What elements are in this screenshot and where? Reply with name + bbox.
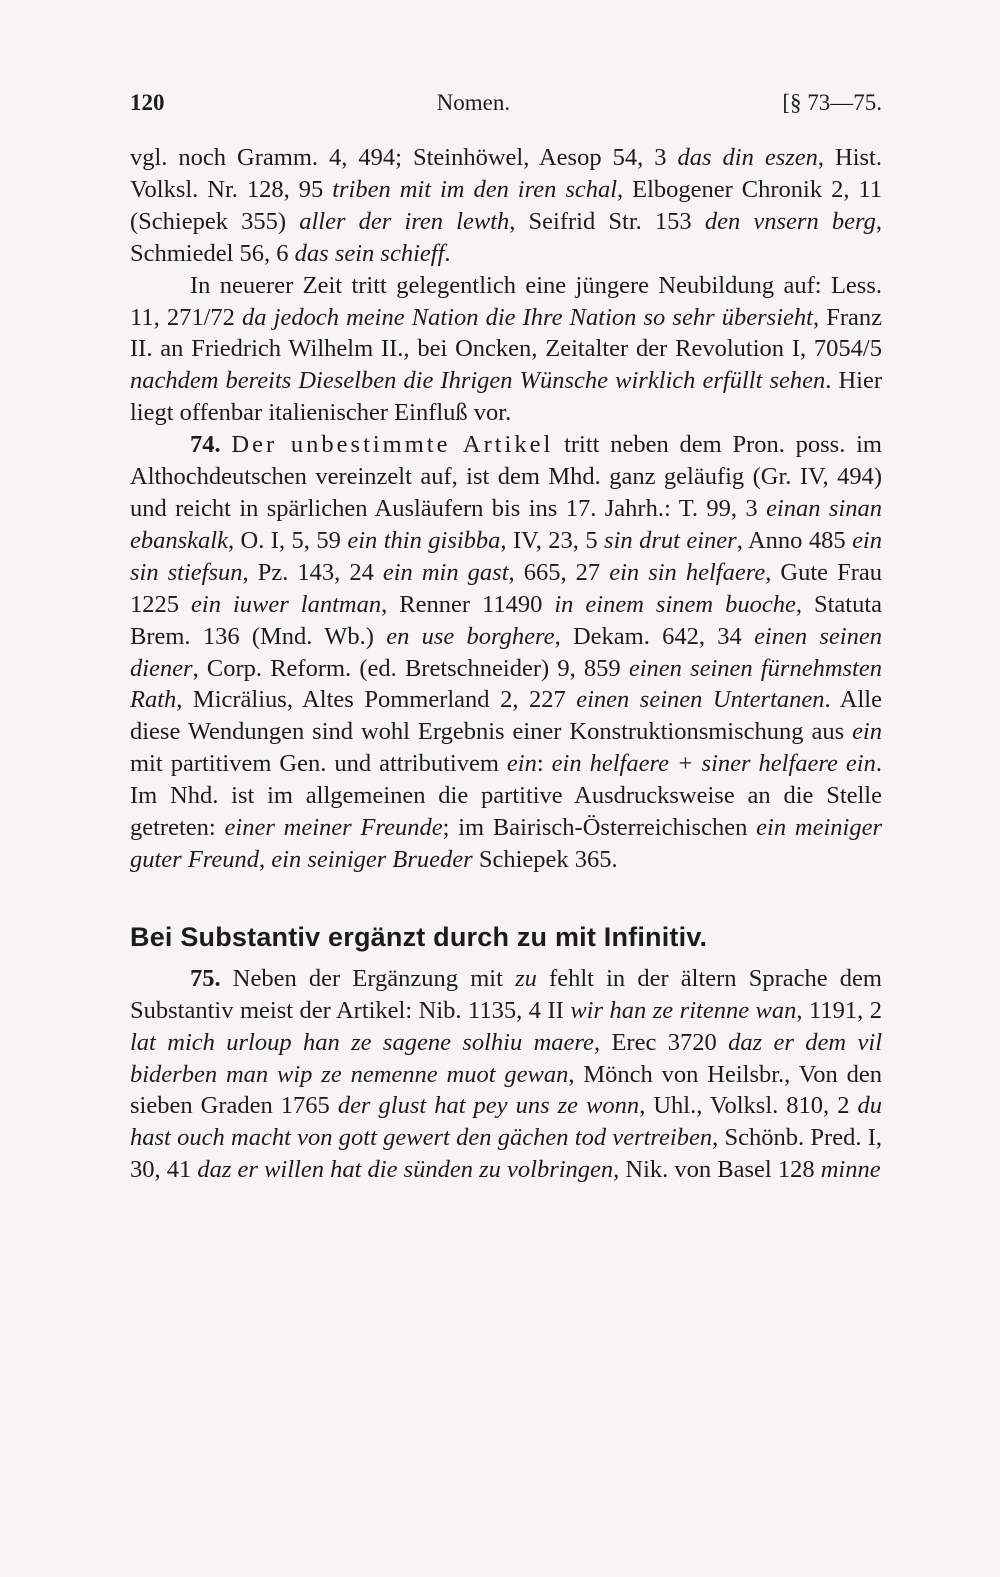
citation: ein sin helfaere bbox=[609, 558, 766, 586]
text: , Schönb. Pred. I, 30, 41 bbox=[130, 1124, 882, 1184]
citation: ein helfaere + siner helfaere ein bbox=[551, 750, 876, 778]
citation: lat mich urloup han ze sagene solhiu maere bbox=[130, 1028, 594, 1056]
text: , Erec 3720 bbox=[593, 1028, 729, 1056]
page-number: 120 bbox=[130, 90, 165, 115]
section-75 bbox=[130, 963, 882, 1186]
text: mit partitivem Gen. und attributivem bbox=[130, 750, 507, 778]
text: , Elbogener Chronik 2, 11 (Schiepek 355) bbox=[130, 175, 883, 235]
text: . Hier liegt offenbar italienischer Einfluß vor. bbox=[130, 367, 882, 427]
citation: ein meiniger guter Freund, ein seiniger Brueder bbox=[130, 814, 882, 873]
citation: du hast ouch macht von gott gewert den gächen tod vertreiben bbox=[130, 1092, 882, 1152]
citation: wir han ze ritenne wan bbox=[570, 996, 797, 1024]
section-heading: Bei Substantiv ergänzt durch zu mit Infinitiv. bbox=[130, 921, 708, 952]
text: In neuerer Zeit tritt gelegentlich eine jüngere Neubildung auf: Less. 11, 271/72 bbox=[130, 271, 882, 331]
text: , O. I, 5, 59 bbox=[227, 526, 348, 554]
section-number: 75. bbox=[190, 964, 221, 992]
citation: aller der iren lewth bbox=[299, 207, 510, 235]
citation: nachdem bereits Dieselben die Ihrigen Wünsche wirklich erfüllt sehen bbox=[130, 367, 826, 395]
text: , Franz II. an Friedrich Wilhelm II., bei Oncken, Zeitalter der Revolution I, 7054/5 bbox=[130, 303, 882, 363]
citation: das sein schieff bbox=[294, 239, 445, 267]
text: . Alle diese Wendungen sind wohl Ergebnis einer Konstruktionsmischung aus bbox=[130, 686, 882, 746]
citation: den vnsern berg bbox=[704, 207, 876, 235]
text: , Nik. von Basel 128 bbox=[613, 1156, 821, 1184]
text: , Uhl., Volksl. 810, 2 bbox=[639, 1092, 858, 1120]
citation: ein sin stiefsun bbox=[130, 526, 882, 586]
citation: einen seinen Untertanen bbox=[576, 686, 825, 714]
text: Neben der Ergänzung mit bbox=[220, 964, 516, 992]
citation: triben mit im den iren schal bbox=[332, 175, 618, 203]
citation: ein min gast bbox=[382, 558, 509, 586]
citation: ein iuwer lantman bbox=[191, 590, 382, 618]
text: , Hist. Volksl. Nr. 128, 95 bbox=[130, 144, 882, 203]
citation: einer meiner Freunde bbox=[224, 814, 443, 842]
citation: ein thin gisibba bbox=[347, 526, 501, 554]
text: ; im Bairisch-Österreichischen bbox=[442, 814, 757, 842]
section-number: 74. bbox=[190, 431, 221, 459]
citation: einen seinen diener bbox=[130, 622, 882, 682]
text: , Anno 485 bbox=[736, 526, 853, 554]
text: vgl. noch Gramm. 4, 494; Steinhöwel, Aesop 54, 3 bbox=[130, 144, 678, 171]
citation: das din eszen bbox=[677, 144, 818, 171]
text: fehlt in der ältern Sprache dem Substantiv meist der Artikel: Nib. 1135, 4 II bbox=[130, 964, 882, 1024]
paragraph-neubildung bbox=[130, 270, 882, 430]
text: , Renner 11490 bbox=[381, 590, 555, 618]
text: . bbox=[444, 239, 451, 267]
text: , IV, 23, 5 bbox=[500, 526, 605, 554]
section-74 bbox=[130, 429, 882, 876]
section-range: [§ 73—75. bbox=[782, 90, 882, 115]
citation: einen seinen fürnehmsten Rath bbox=[130, 654, 882, 714]
text: , Gute Frau 1225 bbox=[130, 558, 882, 618]
citation: ein bbox=[852, 718, 882, 746]
text: , Mönch von Heilsbr., Von den sieben Graden 1765 bbox=[130, 1060, 882, 1120]
text: : bbox=[536, 750, 552, 778]
text: Schiepek 365. bbox=[472, 845, 618, 873]
running-title: Nomen. bbox=[436, 90, 511, 115]
citation: da jedoch meine Nation die Ihre Nation so sehr übersieht bbox=[242, 303, 813, 331]
text: , Statuta Brem. 136 (Mnd. Wb.) bbox=[130, 590, 883, 650]
text: , 665, 27 bbox=[508, 558, 610, 586]
text: . Im Nhd. ist im allgemeinen die partitive Ausdrucksweise an die Stelle getreten: bbox=[130, 750, 882, 842]
text: , Micrälius, Altes Pommerland 2, 227 bbox=[176, 686, 577, 714]
citation: minne bbox=[820, 1156, 881, 1184]
citation: daz er dem vil biderben man wip ze nemenne muot gewan bbox=[130, 1028, 882, 1088]
spaced-term: Der unbestimmte Artikel bbox=[231, 431, 554, 459]
text: tritt neben dem Pron. poss. im Althochdeutschen vereinzelt auf, ist dem Mhd. ganz geläufig (Gr. IV, 494) und reicht in spärlichen Ausläufern bis ins 17. Jahrh.: T. 99, 3 bbox=[130, 431, 882, 522]
text: , Schmiedel 56, 6 bbox=[130, 207, 882, 267]
citation: in einem sinem buoche bbox=[554, 590, 796, 618]
text: , Pz. 143, 24 bbox=[242, 558, 383, 586]
citation: einan sinan ebanskalk bbox=[130, 494, 882, 554]
citation: zu bbox=[515, 964, 537, 992]
citation: der glust hat pey uns ze wonn bbox=[337, 1092, 640, 1120]
text: , Dekam. 642, 34 bbox=[554, 622, 755, 650]
citation: daz er willen hat die sünden zu volbringen bbox=[197, 1156, 614, 1184]
citation: en use borghere bbox=[386, 622, 555, 650]
text: , Seifrid Str. 153 bbox=[509, 207, 705, 235]
citation: sin drut einer bbox=[604, 526, 737, 554]
running-head bbox=[130, 90, 882, 124]
text: , 1191, 2 bbox=[796, 996, 882, 1024]
citation: ein bbox=[506, 750, 537, 778]
text: , Corp. Reform. (ed. Bretschneider) 9, 859 bbox=[192, 654, 629, 682]
book-page bbox=[130, 90, 882, 1186]
paragraph-examples-continued bbox=[130, 142, 882, 270]
